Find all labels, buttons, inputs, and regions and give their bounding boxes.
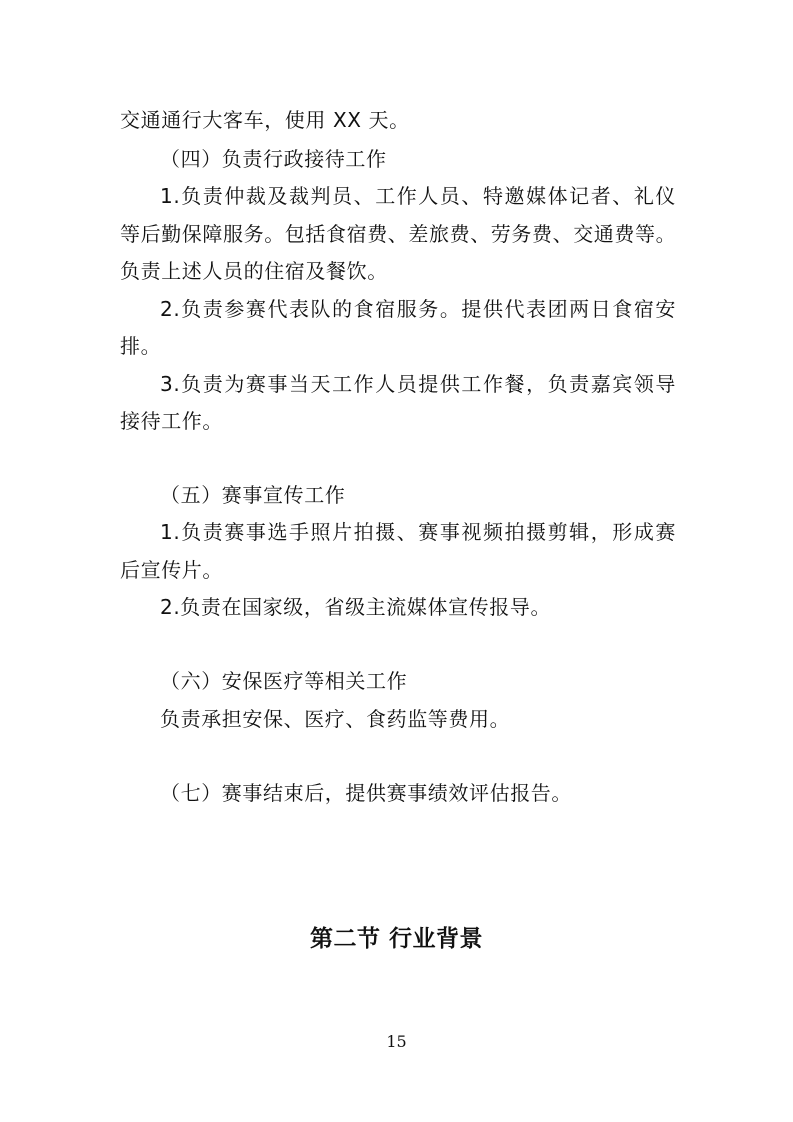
heading-administrative-reception: （四）负责行政接待工作 bbox=[160, 147, 387, 171]
text-line-3: 1.负责仲裁及裁判员、工作人员、特邀媒体记者、礼仪 bbox=[160, 184, 676, 208]
text-line-12: 后宣传片。 bbox=[120, 558, 223, 582]
page-number: 15 bbox=[386, 1032, 407, 1051]
text-line-13: 2.负责在国家级，省级主流媒体宣传报导。 bbox=[160, 595, 552, 619]
text-line-4: 等后勤保障服务。包括食宿费、差旅费、劳务费、交通费等。 bbox=[120, 222, 677, 246]
heading-security-medical: （六）安保医疗等相关工作 bbox=[160, 669, 408, 693]
text-line-8: 3.负责为赛事当天工作人员提供工作餐，负责嘉宾领导 bbox=[160, 372, 676, 396]
text-line-6: 2.负责参赛代表队的食宿服务。提供代表团两日食宿安 bbox=[160, 297, 676, 321]
heading-event-publicity: （五）赛事宣传工作 bbox=[160, 483, 346, 507]
text-line-9: 接待工作。 bbox=[120, 409, 223, 433]
text-line-11: 1.负责赛事选手照片拍摄、赛事视频拍摄剪辑，形成赛 bbox=[160, 520, 676, 544]
text-line-7: 排。 bbox=[120, 334, 162, 358]
section-title: 第二节 行业背景 bbox=[309, 926, 483, 952]
text-line-1: 交通通行大客车，使用 XX 天。 bbox=[120, 108, 410, 132]
text-line-15: 负责承担安保、医疗、食药监等费用。 bbox=[160, 707, 511, 731]
heading-event-evaluation: （七）赛事结束后，提供赛事绩效评估报告。 bbox=[160, 781, 572, 805]
text-line-5: 负责上述人员的住宿及餐饮。 bbox=[120, 259, 388, 283]
